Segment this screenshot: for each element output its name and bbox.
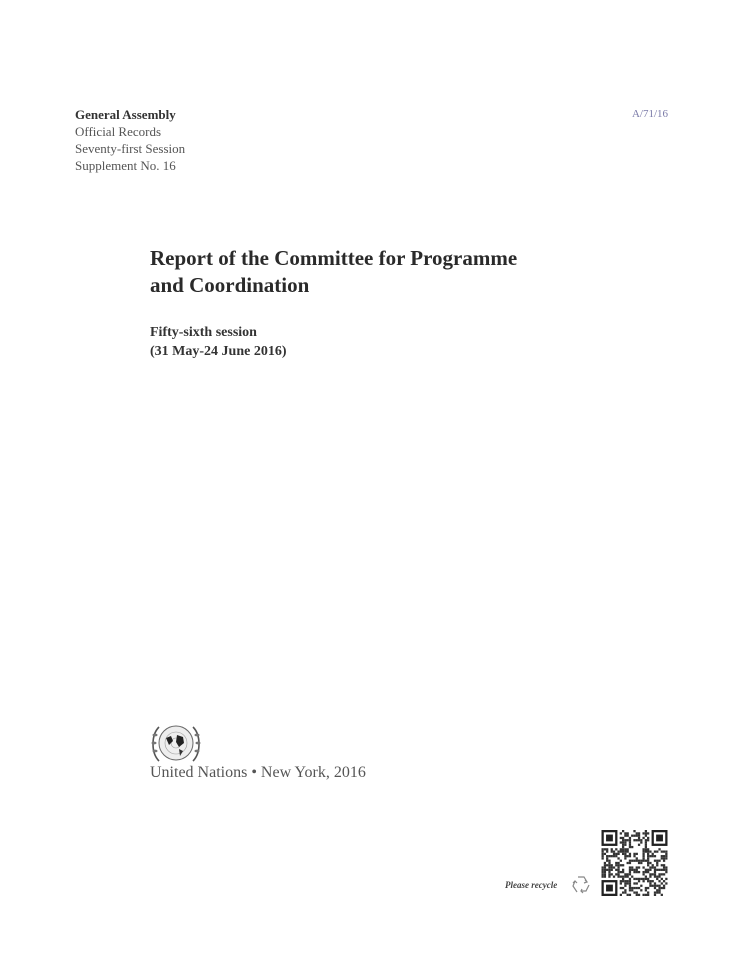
recycle-icon: [569, 874, 593, 896]
title-line-2: and Coordination: [150, 273, 310, 297]
organ-name: General Assembly: [75, 107, 176, 122]
document-header: [75, 106, 185, 174]
un-emblem-icon: [149, 721, 203, 767]
document-title: [150, 245, 517, 299]
session-name: Fifty-sixth session: [150, 325, 257, 340]
qr-code: [601, 830, 668, 896]
session-number: Seventy-first Session: [75, 141, 186, 156]
session-dates: (31 May-24 June 2016): [150, 344, 287, 359]
recycle-label: Please recycle: [505, 880, 558, 890]
supplement-number: Supplement No. 16: [75, 158, 176, 173]
official-records: Official Records: [75, 124, 162, 139]
document-symbol: A/71/16: [631, 108, 668, 120]
publisher-line: United Nations • New York, 2016: [150, 764, 366, 781]
session-info: [150, 323, 287, 361]
title-line-1: Report of the Committee for Programme: [150, 246, 518, 270]
